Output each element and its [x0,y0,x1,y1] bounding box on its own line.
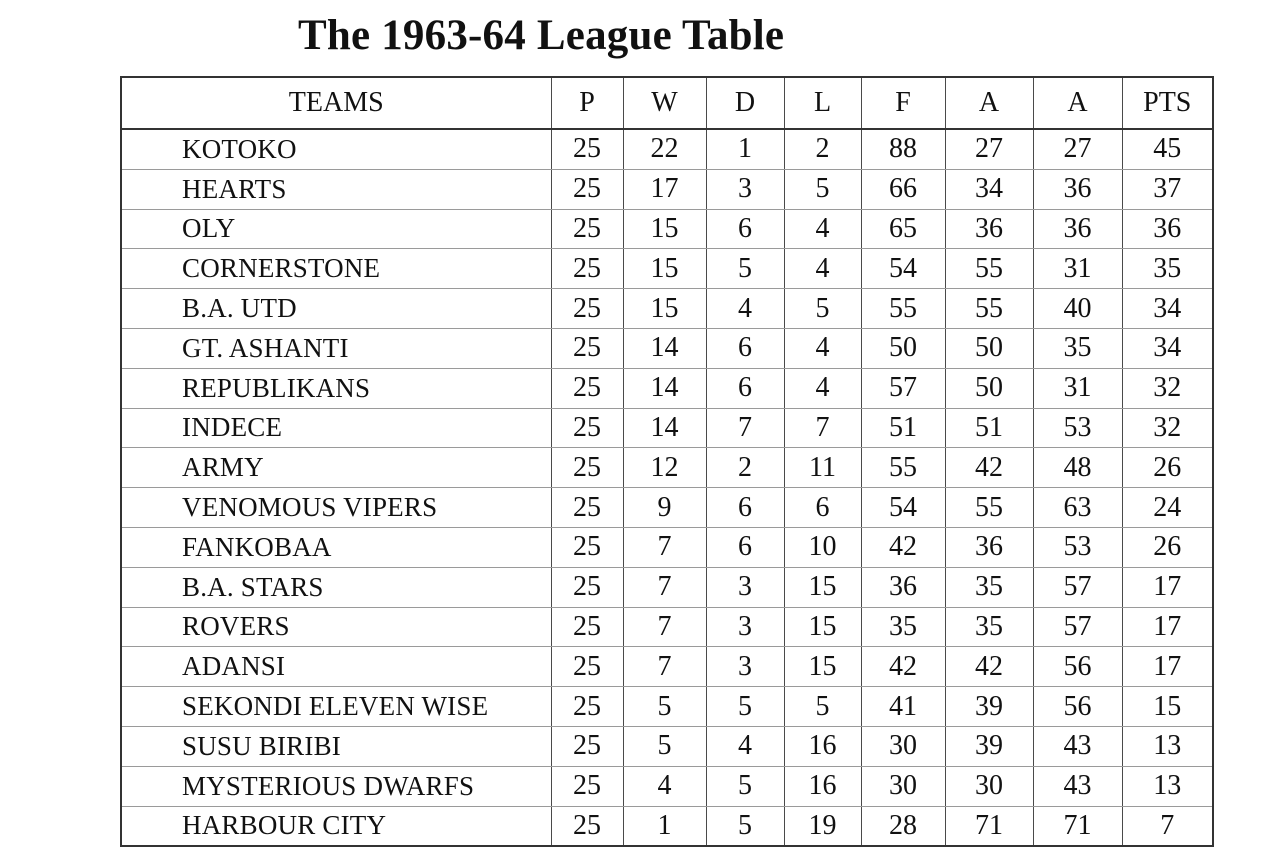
stat-cell-pts: 34 [1122,289,1213,329]
stat-cell-l: 15 [784,647,861,687]
stat-cell-f: 35 [861,607,945,647]
stat-cell-a: 35 [945,607,1033,647]
stat-cell-pts: 15 [1122,687,1213,727]
team-name-cell: ADANSI [121,647,551,687]
stat-cell-d: 6 [706,488,784,528]
stat-cell-pts: 32 [1122,408,1213,448]
stat-cell-w: 14 [623,328,706,368]
stat-cell-a: 36 [945,527,1033,567]
stat-cell-pts: 37 [1122,169,1213,209]
stat-cell-l: 10 [784,527,861,567]
stat-cell-l: 4 [784,209,861,249]
column-header-d: D [706,77,784,129]
stat-cell-a2: 31 [1033,368,1122,408]
stat-cell-a: 34 [945,169,1033,209]
stat-cell-f: 54 [861,249,945,289]
stat-cell-p: 25 [551,368,623,408]
team-name-cell: KOTOKO [121,129,551,169]
stat-cell-w: 5 [623,726,706,766]
stat-cell-w: 5 [623,687,706,727]
table-row [121,169,1213,209]
stat-cell-a: 55 [945,249,1033,289]
stat-cell-f: 41 [861,687,945,727]
stat-cell-pts: 35 [1122,249,1213,289]
stat-cell-p: 25 [551,766,623,806]
table-body [121,129,1213,846]
stat-cell-l: 4 [784,368,861,408]
stat-cell-f: 54 [861,488,945,528]
stat-cell-w: 1 [623,806,706,846]
stat-cell-l: 16 [784,766,861,806]
table-row [121,647,1213,687]
stat-cell-l: 19 [784,806,861,846]
league-table [120,76,1214,847]
page-title: The 1963-64 League Table [298,12,785,59]
stat-cell-a2: 35 [1033,328,1122,368]
stat-cell-a: 36 [945,209,1033,249]
stat-cell-w: 15 [623,209,706,249]
stat-cell-l: 11 [784,448,861,488]
stat-cell-d: 5 [706,806,784,846]
team-name-cell: HARBOUR CITY [121,806,551,846]
stat-cell-p: 25 [551,249,623,289]
stat-cell-a2: 56 [1033,687,1122,727]
team-name-cell: VENOMOUS VIPERS [121,488,551,528]
column-header-pts: PTS [1122,77,1213,129]
team-name-cell: FANKOBAA [121,527,551,567]
stat-cell-a2: 57 [1033,607,1122,647]
column-header-l: L [784,77,861,129]
stat-cell-d: 3 [706,647,784,687]
stat-cell-d: 1 [706,129,784,169]
stat-cell-d: 5 [706,249,784,289]
stat-cell-l: 16 [784,726,861,766]
team-name-cell: OLY [121,209,551,249]
stat-cell-f: 51 [861,408,945,448]
stat-cell-d: 6 [706,527,784,567]
stat-cell-a2: 40 [1033,289,1122,329]
stat-cell-l: 15 [784,567,861,607]
table-row [121,687,1213,727]
team-name-cell: SEKONDI ELEVEN WISE [121,687,551,727]
column-header-a2: A [1033,77,1122,129]
stat-cell-a: 42 [945,647,1033,687]
stat-cell-p: 25 [551,806,623,846]
stat-cell-p: 25 [551,647,623,687]
stat-cell-pts: 7 [1160,809,1175,841]
stat-cell-d: 7 [706,408,784,448]
stat-cell-pts: 32 [1122,368,1213,408]
stat-cell-p: 25 [551,527,623,567]
table-row [121,289,1213,329]
stat-cell-l: 15 [784,607,861,647]
stat-cell-w: 17 [623,169,706,209]
stat-cell-a2: 48 [1033,448,1122,488]
table-row [121,209,1213,249]
table-row [121,806,1213,846]
stat-cell-w: 7 [623,527,706,567]
stat-cell-pts: 36 [1122,209,1213,249]
stat-cell-pts: 13 [1122,766,1213,806]
stat-cell-a2: 36 [1033,209,1122,249]
stat-cell-a2: 36 [1033,169,1122,209]
stat-cell-f: 66 [861,169,945,209]
stat-cell-w: 7 [623,607,706,647]
stat-cell-l: 6 [784,488,861,528]
stat-cell-a: 42 [945,448,1033,488]
stat-cell-a: 71 [945,806,1033,846]
stat-cell-d: 4 [706,726,784,766]
stat-cell-a: 50 [945,328,1033,368]
stat-cell-a2: 53 [1033,408,1122,448]
stat-cell-a: 27 [945,129,1033,169]
stat-cell-a2: 53 [1033,527,1122,567]
stat-cell-a2: 56 [1033,647,1122,687]
stat-cell-pts: 24 [1122,488,1213,528]
stat-cell-a2: 43 [1033,766,1122,806]
stat-cell-l: 2 [784,129,861,169]
stat-cell-p: 25 [551,209,623,249]
stat-cell-w: 9 [623,488,706,528]
stat-cell-d: 6 [706,368,784,408]
stat-cell-l: 7 [784,408,861,448]
stat-cell-f: 30 [861,766,945,806]
stat-cell-p: 25 [551,448,623,488]
stat-cell-f: 57 [861,368,945,408]
stat-cell-f: 28 [861,806,945,846]
team-name-cell: B.A. UTD [121,289,551,329]
stat-cell-pts: 34 [1122,328,1213,368]
stat-cell-f: 55 [861,289,945,329]
team-name-cell: SUSU BIRIBI [121,726,551,766]
stat-cell-f: 55 [861,448,945,488]
table-row [121,766,1213,806]
stat-cell-pts: 17 [1122,567,1213,607]
stat-cell-pts: 17 [1122,607,1213,647]
team-name-cell: CORNERSTONE [121,249,551,289]
stat-cell-p: 25 [551,687,623,727]
stat-cell-l: 4 [784,249,861,289]
stat-cell-w: 4 [623,766,706,806]
stat-cell-p: 25 [551,408,623,448]
stat-cell-f: 42 [861,647,945,687]
stat-cell-pts: 17 [1122,647,1213,687]
table-row [121,726,1213,766]
stat-cell-w: 15 [623,249,706,289]
stat-cell-w: 7 [623,567,706,607]
stat-cell-a: 39 [945,687,1033,727]
stat-cell-l: 5 [784,169,861,209]
stat-cell-a: 50 [945,368,1033,408]
team-name-cell: MYSTERIOUS DWARFS [121,766,551,806]
stat-cell-a2: 71 [1033,806,1122,846]
table-row [121,488,1213,528]
stat-cell-a: 51 [945,408,1033,448]
stat-cell-f: 50 [861,328,945,368]
stat-cell-d: 2 [706,448,784,488]
column-header-teams: TEAMS [121,77,551,129]
stat-cell-w: 7 [623,647,706,687]
stat-cell-p: 25 [551,129,623,169]
column-header-f: F [861,77,945,129]
stat-cell-f: 65 [861,209,945,249]
table-row [121,567,1213,607]
stat-cell-d: 6 [706,209,784,249]
team-name-cell: ARMY [121,448,551,488]
stat-cell-d: 3 [706,169,784,209]
stat-cell-a: 30 [945,766,1033,806]
table-header-row [121,77,1213,129]
column-header-p: P [551,77,623,129]
stat-cell-a2: 63 [1033,488,1122,528]
stat-cell-pts: 45 [1122,129,1213,169]
stat-cell-p: 25 [551,289,623,329]
stat-cell-f: 36 [861,567,945,607]
stat-cell-a: 55 [945,289,1033,329]
stat-cell-a: 55 [945,488,1033,528]
stat-cell-l: 5 [784,289,861,329]
stat-cell-l: 4 [784,328,861,368]
table-row [121,328,1213,368]
table-row [121,129,1213,169]
stat-cell-a: 39 [945,726,1033,766]
stat-cell-w: 14 [623,368,706,408]
stat-cell-l: 5 [784,687,861,727]
stat-cell-d: 3 [706,567,784,607]
stat-cell-w: 15 [623,289,706,329]
team-name-cell: B.A. STARS [121,567,551,607]
table-row [121,408,1213,448]
stat-cell-pts: 13 [1122,726,1213,766]
stat-cell-f: 42 [861,527,945,567]
stat-cell-d: 5 [706,766,784,806]
stat-cell-a2: 43 [1033,726,1122,766]
team-name-cell: ROVERS [121,607,551,647]
stat-cell-w: 12 [623,448,706,488]
stat-cell-pts: 26 [1122,527,1213,567]
stat-cell-p: 25 [551,726,623,766]
stat-cell-a2: 27 [1033,129,1122,169]
stat-cell-d: 5 [706,687,784,727]
stat-cell-f: 88 [861,129,945,169]
stat-cell-p: 25 [551,169,623,209]
table-row [121,249,1213,289]
team-name-cell: INDECE [121,408,551,448]
stat-cell-p: 25 [551,607,623,647]
table-row [121,448,1213,488]
table-row [121,527,1213,567]
column-header-a: A [945,77,1033,129]
stat-cell-d: 3 [706,607,784,647]
stat-cell-a2: 57 [1033,567,1122,607]
stat-cell-pts: 26 [1122,448,1213,488]
stat-cell-p: 25 [551,567,623,607]
team-name-cell: HEARTS [121,169,551,209]
stat-cell-w: 14 [623,408,706,448]
stat-cell-p: 25 [551,328,623,368]
table-row [121,607,1213,647]
stat-cell-a2: 31 [1033,249,1122,289]
column-header-w: W [623,77,706,129]
stat-cell-d: 6 [706,328,784,368]
stat-cell-a: 35 [945,567,1033,607]
stat-cell-w: 22 [623,129,706,169]
team-name-cell: GT. ASHANTI [121,328,551,368]
stat-cell-d: 4 [706,289,784,329]
team-name-cell: REPUBLIKANS [121,368,551,408]
stat-cell-p: 25 [551,488,623,528]
table-row [121,368,1213,408]
stat-cell-f: 30 [861,726,945,766]
